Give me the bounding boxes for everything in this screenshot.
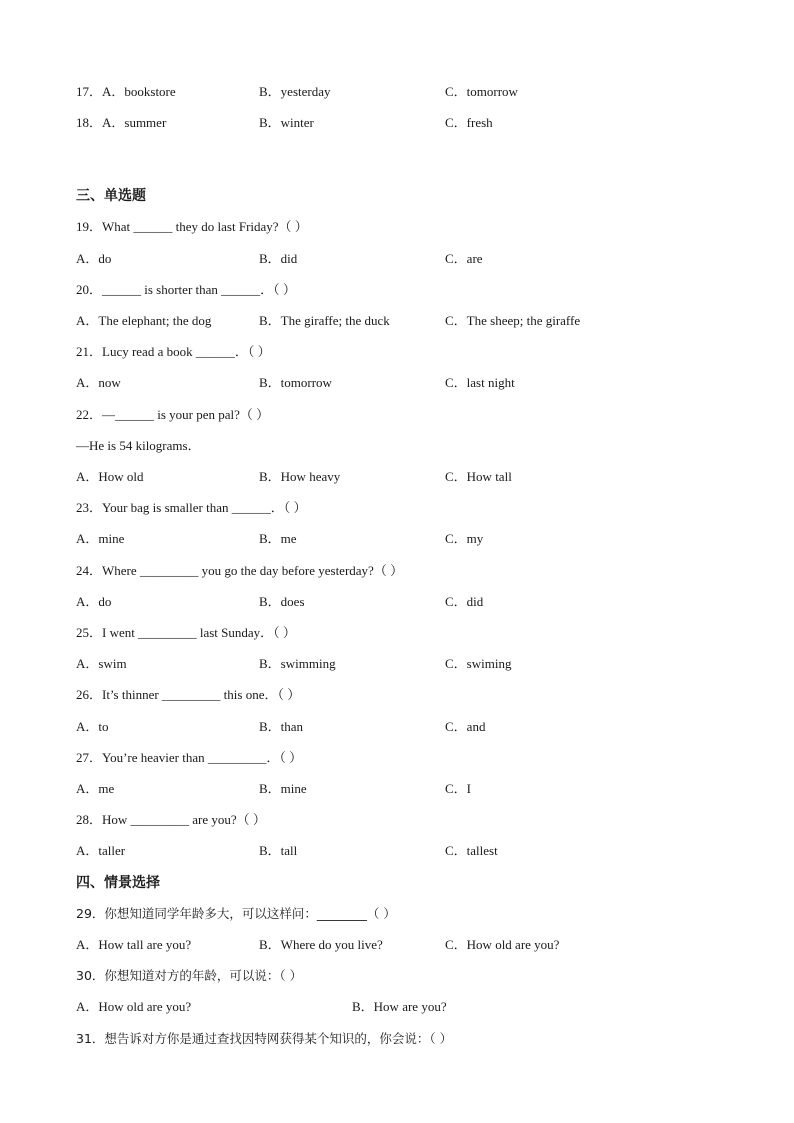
option-0-1: B．yesterday <box>259 84 331 99</box>
option-11-2: C．How tall <box>445 469 512 484</box>
option-26-0: A．How tall are you? <box>76 937 192 952</box>
question-text: 29．你想知道同学年龄多大，可以这样问：________（ ） <box>76 906 396 921</box>
option-1-2: C．fresh <box>445 115 493 130</box>
question-text: 28．How _________ are you?（ ） <box>76 812 266 827</box>
question-text: 19．What ______ they do last Friday?（ ） <box>76 219 308 234</box>
option-0-2: C．tomorrow <box>445 84 518 99</box>
question-text: 24．Where _________ you go the day before yesterday?（ ） <box>76 563 404 578</box>
section-heading: 三、单选题 <box>76 188 146 204</box>
option-21-1: B．mine <box>259 781 307 796</box>
section-heading: 四、情景选择 <box>76 875 160 891</box>
option-11-1: B．How heavy <box>259 469 341 484</box>
option-17-2: C．swiming <box>445 656 512 671</box>
option-8-0: A．now <box>76 375 121 390</box>
option-15-0: A．do <box>76 594 112 609</box>
question-text: 26．It’s thinner _________ this one．（ ） <box>76 687 301 702</box>
question-text: 31．想告诉对方你是通过查找因特网获得某个知识的，你会说：（ ） <box>76 1031 453 1046</box>
option-11-0: A．How old <box>76 469 144 484</box>
option-13-0: A．mine <box>76 531 125 546</box>
question-text: 30．你想知道对方的年龄，可以说：（ ） <box>76 968 303 983</box>
option-28-0: A．How old are you? <box>76 999 192 1014</box>
option-23-0: A．taller <box>76 843 126 858</box>
question-text: 27．You’re heavier than _________．（ ） <box>76 750 303 765</box>
option-17-0: A．swim <box>76 656 127 671</box>
option-21-0: A．me <box>76 781 115 796</box>
option-13-1: B．me <box>259 531 297 546</box>
question-text: 21．Lucy read a book ______．（ ） <box>76 344 271 359</box>
option-19-1: B．than <box>259 719 304 734</box>
option-15-2: C．did <box>445 594 484 609</box>
option-26-2: C．How old are you? <box>445 937 560 952</box>
option-8-2: C．last night <box>445 375 515 390</box>
option-15-1: B．does <box>259 594 305 609</box>
option-6-1: B．The giraffe; the duck <box>259 313 390 328</box>
option-1-0: 18．A．summer <box>76 115 167 130</box>
option-21-2: C．I <box>445 781 472 796</box>
question-text: 25．I went _________ last Sunday．（ ） <box>76 625 296 640</box>
option-17-1: B．swimming <box>259 656 336 671</box>
option-19-2: C．and <box>445 719 486 734</box>
option-8-1: B．tomorrow <box>259 375 332 390</box>
question-text: —He is 54 kilograms． <box>76 438 201 453</box>
option-4-0: A．do <box>76 251 112 266</box>
question-text: 22．—______ is your pen pal?（ ） <box>76 407 270 422</box>
question-text: 20．______ is shorter than ______．（ ） <box>76 282 296 297</box>
option-4-2: C．are <box>445 251 483 266</box>
option-1-1: B．winter <box>259 115 314 130</box>
option-26-1: B．Where do you live? <box>259 937 383 952</box>
option-4-1: B．did <box>259 251 298 266</box>
option-6-2: C．The sheep; the giraffe <box>445 313 581 328</box>
option-0-0: 17．A．bookstore <box>76 84 176 99</box>
option-28-1: B．How are you? <box>352 999 447 1014</box>
question-text: 23．Your bag is smaller than ______．（ ） <box>76 500 307 515</box>
option-19-0: A．to <box>76 719 109 734</box>
option-6-0: A．The elephant; the dog <box>76 313 212 328</box>
option-23-1: B．tall <box>259 843 298 858</box>
option-13-2: C．my <box>445 531 484 546</box>
option-23-2: C．tallest <box>445 843 498 858</box>
